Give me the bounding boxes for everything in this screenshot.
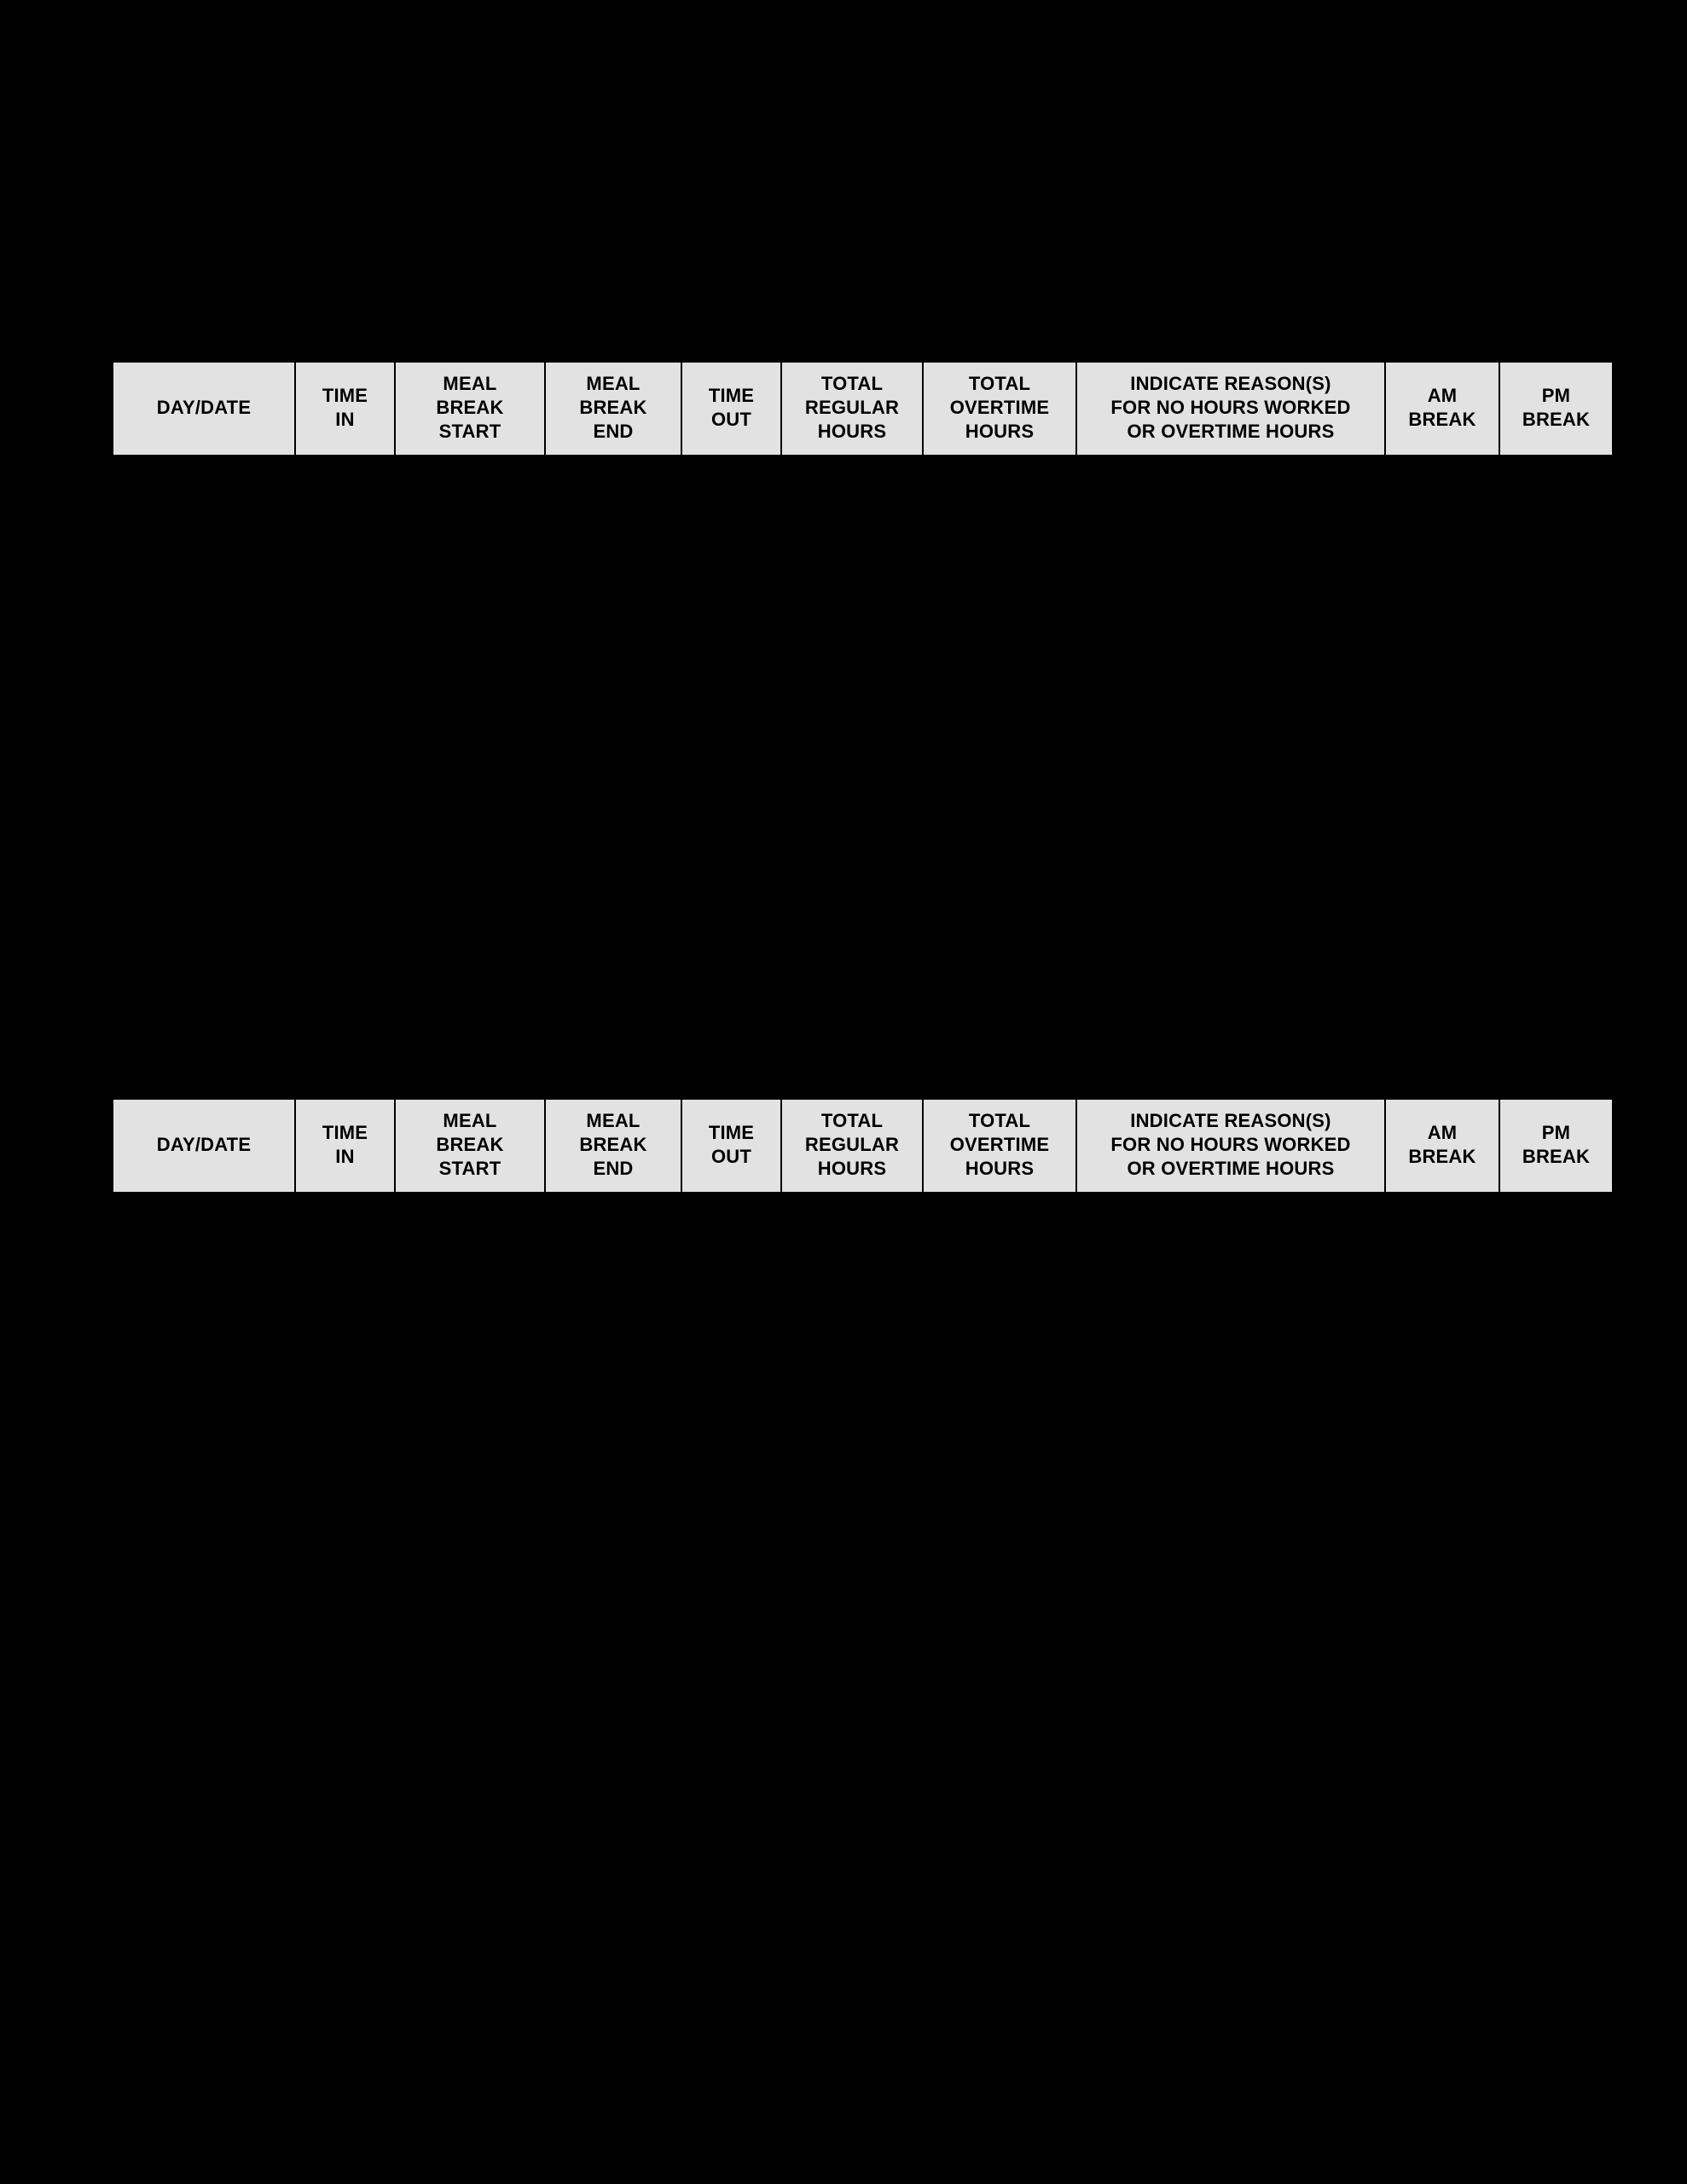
table-header-row-week-2 bbox=[113, 1099, 1613, 1193]
column-header-total-overtime-hours: TOTAL OVERTIME HOURS bbox=[923, 362, 1076, 456]
table-header-row-week-1 bbox=[113, 362, 1613, 456]
column-header-am-break: AM BREAK bbox=[1385, 362, 1499, 456]
column-header-time-in: TIME IN bbox=[295, 1099, 395, 1193]
timesheet-table-week-2 bbox=[112, 1098, 1614, 1194]
column-header-reason: INDICATE REASON(S) FOR NO HOURS WORKED OR OVERTIME HOURS bbox=[1076, 1099, 1385, 1193]
column-header-day-date: DAY/DATE bbox=[113, 362, 295, 456]
column-header-total-regular-hours: TOTAL REGULAR HOURS bbox=[781, 1099, 923, 1193]
column-header-meal-break-start: MEAL BREAK START bbox=[395, 362, 545, 456]
column-header-reason: INDICATE REASON(S) FOR NO HOURS WORKED OR OVERTIME HOURS bbox=[1076, 362, 1385, 456]
column-header-pm-break: PM BREAK bbox=[1499, 1099, 1613, 1193]
column-header-day-date: DAY/DATE bbox=[113, 1099, 295, 1193]
column-header-time-in: TIME IN bbox=[295, 362, 395, 456]
column-header-meal-break-start: MEAL BREAK START bbox=[395, 1099, 545, 1193]
column-header-total-overtime-hours: TOTAL OVERTIME HOURS bbox=[923, 1099, 1076, 1193]
column-header-pm-break: PM BREAK bbox=[1499, 362, 1613, 456]
column-header-total-regular-hours: TOTAL REGULAR HOURS bbox=[781, 362, 923, 456]
column-header-meal-break-end: MEAL BREAK END bbox=[545, 362, 681, 456]
column-header-time-out: TIME OUT bbox=[681, 1099, 781, 1193]
column-header-am-break: AM BREAK bbox=[1385, 1099, 1499, 1193]
column-header-meal-break-end: MEAL BREAK END bbox=[545, 1099, 681, 1193]
timesheet-table-week-1 bbox=[112, 361, 1614, 456]
column-header-time-out: TIME OUT bbox=[681, 362, 781, 456]
